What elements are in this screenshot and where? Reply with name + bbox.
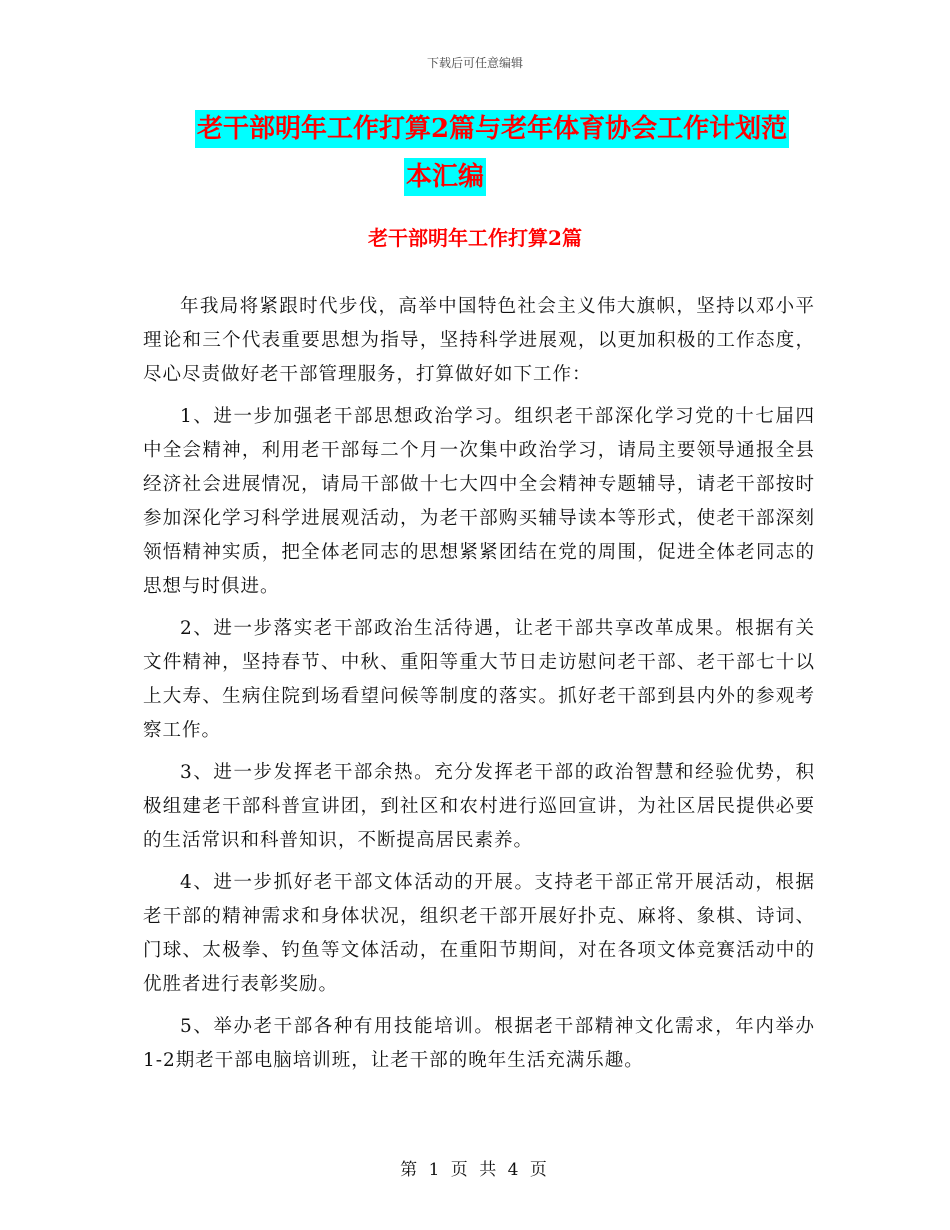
paragraph-item-5: 5、举办老干部各种有用技能培训。根据老干部精神文化需求，年内举办1-2期老干部电脑培训班，让老干部的晚年生活充满乐趣。	[143, 1016, 815, 1071]
page-footer: 第 1 页 共 4 页	[400, 1160, 550, 1180]
title-line-1: 老干部明年工作打算2篇与老年体育协会工作计划范	[195, 110, 789, 148]
paragraph-item-4: 4、进一步抓好老干部文体活动的开展。支持老干部正常开展活动，根据老干部的精神需求和身体状况，组织老干部开展好扑克、麻将、象棋、诗词、门球、太极拳、钓鱼等文体活动，在重阳节期间，对在各项文体竞赛活动中的优胜者进行表彰奖励。	[143, 872, 815, 995]
paragraph-item-2: 2、进一步落实老干部政治生活待遇，让老干部共享改革成果。根据有关文件精神，坚持春节、中秋、重阳等重大节日走访慰问老干部、老干部七十以上大寿、生病住院到场看望问候等制度的落实。抓好老干部到县内外的参观考察工作。	[143, 618, 815, 741]
title-line-2: 本汇编	[404, 158, 486, 196]
paragraph-intro: 年我局将紧跟时代步伐，高举中国特色社会主义伟大旗帜，坚持以邓小平理论和三个代表重要思想为指导，坚持科学进展观，以更加积极的工作态度，尽心尽责做好老干部管理服务，打算做好如下工作：	[143, 296, 815, 385]
section-subtitle: 老干部明年工作打算2篇	[368, 226, 582, 250]
header-note: 下载后可任意编辑	[426, 56, 523, 70]
paragraph-item-3: 3、进一步发挥老干部余热。充分发挥老干部的政治智慧和经验优势，积极组建老干部科普宣讲团，到社区和农村进行巡回宣讲，为社区居民提供必要的生活常识和科普知识，不断提高居民素养。	[143, 762, 815, 851]
body-text	[143, 290, 815, 1086]
paragraph-item-1: 1、进一步加强老干部思想政治学习。组织老干部深化学习党的十七届四中全会精神，利用老干部每二个月一次集中政治学习，请局主要领导通报全县经济社会进展情况，请局干部做十七大四中全会精神专题辅导，请老干部按时参加深化学习科学进展观活动，为老干部购买辅导读本等形式，使老干部深刻领悟精神实质，把全体老同志的思想紧紧团结在党的周围，促进全体老同志的思想与时俱进。	[143, 406, 815, 597]
